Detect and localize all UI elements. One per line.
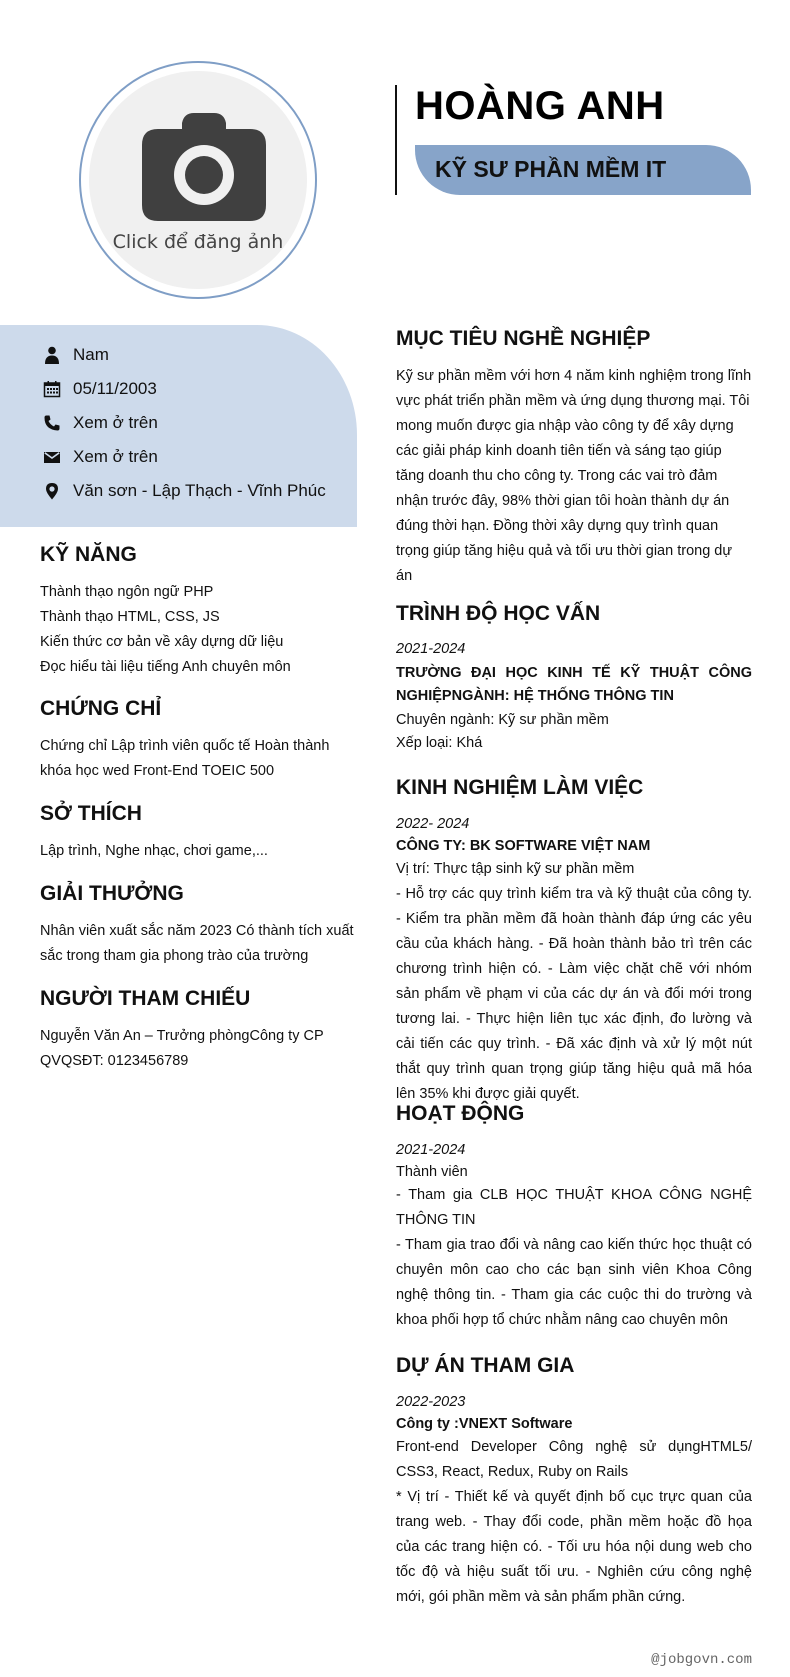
education-grade: Xếp loại: Khá <box>396 735 483 751</box>
education-school: TRƯỜNG ĐẠI HỌC KINH TẾ KỸ THUẬT CÔNG NGHIỆPNGÀNH: HỆ THỐNG THÔNG TIN <box>396 664 752 704</box>
education-heading: TRÌNH ĐỘ HỌC VẤN <box>396 602 601 625</box>
skill-item: Thành thạo ngôn ngữ PHP <box>40 584 214 600</box>
education-date: 2021-2024 <box>396 641 466 657</box>
experience-heading: KINH NGHIỆM LÀM VIỆC <box>396 776 644 799</box>
hobbies-heading: SỞ THÍCH <box>40 802 142 825</box>
photo-caption: Click để đăng ảnh <box>112 231 284 253</box>
objective-heading: MỤC TIÊU NGHỀ NGHIỆP <box>396 327 651 350</box>
awards-text: Nhân viên xuất sắc năm 2023 Có thành tích xuất sắc trong tham gia phong trào của trường <box>40 923 354 964</box>
contact-address <box>43 481 326 501</box>
education-major: Chuyên ngành: Kỹ sư phần mềm <box>396 711 609 728</box>
gender-value: Nam <box>73 345 109 364</box>
skills-heading: KỸ NĂNG <box>40 543 137 566</box>
skill-item: Thành thạo HTML, CSS, JS <box>40 609 220 625</box>
location-pin-icon <box>43 482 61 500</box>
experience-position: Vị trí: Thực tập sinh kỹ sư phần mềm <box>396 861 635 877</box>
job-title: KỸ SƯ PHẦN MỀM IT <box>435 156 667 182</box>
phone-icon <box>43 414 61 432</box>
avatar-placeholder[interactable] <box>89 71 307 289</box>
email-value: Xem ở trên <box>73 447 158 466</box>
hobbies-text: Lập trình, Nghe nhạc, chơi game,... <box>40 843 268 859</box>
contact-panel <box>0 325 357 527</box>
address-value: Văn sơn - Lập Thạch - Vĩnh Phúc <box>73 481 326 500</box>
certificates-heading: CHỨNG CHỈ <box>40 697 162 720</box>
awards-heading: GIẢI THƯỞNG <box>40 882 184 905</box>
calendar-icon <box>43 380 61 398</box>
skill-item: Đọc hiểu tài liệu tiếng Anh chuyên môn <box>40 659 291 675</box>
experience-company: CÔNG TY: BK SOFTWARE VIỆT NAM <box>396 838 651 854</box>
activities-role: Thành viên <box>396 1164 468 1180</box>
experience-block <box>396 813 752 1107</box>
activities-line: - Tham gia CLB HỌC THUẬT KHOA CÔNG NGHỆ THÔNG TIN <box>396 1187 752 1228</box>
envelope-icon <box>43 448 61 466</box>
certificates-text: Chứng chỉ Lập trình viên quốc tế Hoàn thành khóa học wed Front-End TOEIC 500 <box>40 738 330 779</box>
contact-email <box>43 447 158 467</box>
references-text <box>40 1024 360 1074</box>
reference-line: QVQSĐT: 0123456789 <box>40 1053 189 1069</box>
contact-birthday <box>43 379 157 399</box>
contact-gender <box>43 345 109 365</box>
projects-tech: Front-end Developer Công nghệ sử dụngHTML5/ CSS3, React, Redux, Ruby on Rails <box>396 1439 752 1480</box>
person-icon <box>43 346 61 364</box>
experience-date: 2022- 2024 <box>396 816 470 832</box>
reference-line: Nguyễn Văn An – Trưởng phòngCông ty CP <box>40 1028 324 1044</box>
watermark: @jobgovn.com <box>651 1652 752 1668</box>
camera-icon <box>142 113 266 221</box>
activities-block <box>396 1139 752 1333</box>
avatar-upload[interactable] <box>79 61 317 299</box>
objective-text: Kỹ sư phần mềm với hơn 4 năm kinh nghiệm trong lĩnh vực phát triển phần mềm và ứng dụng thương mại. Tôi mong muốn được gia nhập vào công ty để xây dựng các giải pháp kinh doanh tiên tiến và sáng tạo giúp tăng doanh thu cho công ty. Trong các vai trò đảm nhận trước đây, 98% thời gian tôi hoàn thành dự án đúng thời hạn. Đồng thời xây dựng quy trình quan trọng giúp tăng hiệu quả và tối ưu thời gian trong dự án <box>396 368 752 584</box>
phone-value: Xem ở trên <box>73 413 158 432</box>
projects-description: * Vị trí - Thiết kế và quyết định bố cục trực quan của trang web. - Thay đổi code, phần mềm hoặc đồ họa của các trang hiện có. - Tối ưu hóa nội dung web cho tốc độ và hiệu suất tối ưu. - Nghiên cứu công nghệ mới, gói phần mềm và sản phẩm phần cứng. <box>396 1489 752 1605</box>
skills-list <box>40 580 360 680</box>
contact-phone <box>43 413 158 433</box>
activities-line: - Tham gia trao đổi và nâng cao kiến thức học thuật có chuyên môn cao cho các bạn sinh viên Khoa Công nghệ thông tin. - Tham gia các cuộc thi do trường và khoa phối hợp tổ chức nhằm nâng cao chuyên môn <box>396 1237 752 1328</box>
birthday-value: 05/11/2003 <box>73 379 157 398</box>
header-divider <box>395 85 397 195</box>
projects-date: 2022-2023 <box>396 1394 466 1410</box>
references-heading: NGƯỜI THAM CHIẾU <box>40 987 251 1010</box>
job-title-banner <box>415 145 751 195</box>
activities-heading: HOẠT ĐỘNG <box>396 1102 525 1125</box>
skill-item: Kiến thức cơ bản về xây dựng dữ liệu <box>40 634 284 650</box>
projects-company: Công ty :VNEXT Software <box>396 1416 573 1432</box>
projects-block <box>396 1391 752 1610</box>
candidate-name: HOÀNG ANH <box>415 84 665 128</box>
projects-heading: DỰ ÁN THAM GIA <box>396 1354 575 1377</box>
education-block <box>396 638 752 756</box>
activities-date: 2021-2024 <box>396 1142 466 1158</box>
experience-description: - Hỗ trợ các quy trình kiểm tra và kỹ thuật của công ty. - Kiểm tra phần mềm đã hoàn thành đáp ứng các yêu cầu của khách hàng. - Đã hoàn thành bảo trì trên các chương trình hiện có. - Làm việc chặt chẽ với nhóm sản phẩm về phạm vi của các dự án và đổi mới trong tương lai. - Thực hiện liên tục xác định, đo lường và cải tiến các quy trình. - Đã xác định và xử lý một nút thắt quy trình quan trọng giúp tăng hiệu quả mã hóa lên 35% khi được giải quyết. <box>396 886 752 1102</box>
